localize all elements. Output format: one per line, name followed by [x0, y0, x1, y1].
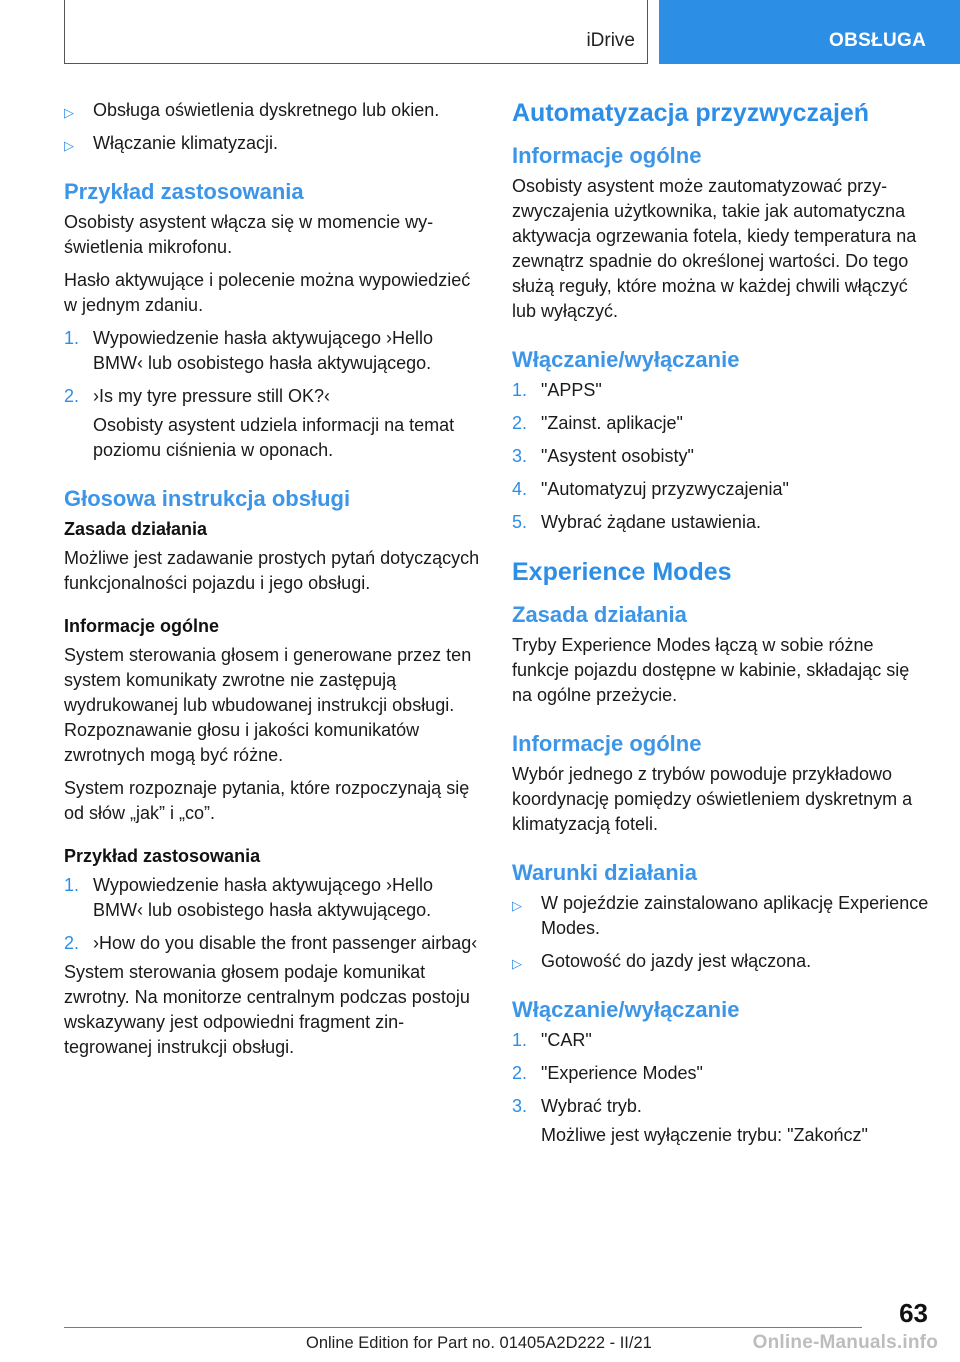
step-number: 2.: [512, 1063, 528, 1083]
subheading-general-info: Informacje ogólne: [64, 616, 220, 636]
step-number: 2.: [64, 386, 80, 406]
section-heading-principle: Zasada działania: [512, 602, 687, 627]
step-note: Osobisty asystent udziela informacji na temat poziomu ciśnienia w oponach.: [93, 415, 455, 460]
numbered-step: [64, 384, 484, 409]
step-number: 1.: [64, 328, 80, 348]
step-text: Wybrać tryb.: [541, 1096, 642, 1116]
left-column: [64, 98, 484, 1068]
step-number: 4.: [512, 479, 528, 499]
step-number: 1.: [512, 380, 528, 400]
step-text: "Experience Modes": [541, 1063, 703, 1083]
chapter-heading-experience-modes: Experience Modes: [512, 558, 732, 586]
list-item-text: Włączanie klimatyzacji.: [93, 133, 279, 153]
section-heading-example: Przykład zastosowania: [64, 179, 304, 204]
section-heading-general-info: Informacje ogólne: [512, 731, 702, 756]
step-text: "Zainst. aplikacje": [541, 413, 683, 433]
list-item: [512, 949, 932, 974]
step-text: Wypowiedzenie hasła aktywującego ›Hello BMW‹ lub osobistego hasła aktywującego.: [93, 875, 434, 920]
numbered-step: [64, 873, 484, 923]
section-heading-general-info: Informacje ogólne: [512, 143, 702, 168]
list-item-text: Gotowość do jazdy jest włączona.: [541, 951, 812, 971]
watermark: Online-Manuals.info: [752, 1332, 938, 1353]
list-item: [64, 131, 484, 156]
numbered-step: [512, 1061, 932, 1086]
section-heading-conditions: Warunki działania: [512, 860, 698, 885]
header-chapter-box: [64, 0, 648, 64]
list-item-text: Obsługa oświetlenia dyskretnego lub okien.: [93, 100, 440, 120]
paragraph: System rozpoznaje pytania, które rozpoczynają się od słów „jak” i „co”.: [64, 778, 470, 823]
section-heading-toggle: Włączanie/wyłączanie: [512, 347, 740, 372]
paragraph: Hasło aktywujące i polecenie można wypowiedzieć w jednym zdaniu.: [64, 270, 471, 315]
numbered-step: [512, 510, 932, 535]
paragraph: System sterowania głosem i generowane przez ten system komunikaty zwrotne nie zastępują wydrukowanej lub wbudowanej instrukcji obsługi. Rozpoznawanie głosu i jakości komunikatów zwrotnych mogą być różne.: [64, 645, 472, 765]
step-text: "Automatyzuj przyzwyczajenia": [541, 479, 789, 499]
step-text: "Asystent osobisty": [541, 446, 694, 466]
step-text: "APPS": [541, 380, 602, 400]
subheading-principle: Zasada działania: [64, 519, 208, 539]
numbered-step: [512, 1028, 932, 1053]
step-number: 5.: [512, 512, 528, 532]
header-chapter: iDrive: [586, 30, 635, 51]
triangle-right-icon: ▷: [64, 105, 74, 120]
paragraph: Tryby Experience Modes łączą w sobie różne funkcje pojazdu dostępne w kabinie, składając się na ogólne przeżycie.: [512, 635, 910, 705]
list-item-text: W pojeździe zainstalowano aplikację Experience Modes.: [541, 893, 929, 938]
step-number: 3.: [512, 1096, 528, 1116]
step-note: Możliwe jest wyłączenie trybu: "Zakończ": [541, 1125, 868, 1145]
triangle-right-icon: ▷: [512, 956, 522, 971]
step-text: Wypowiedzenie hasła aktywującego ›Hello BMW‹ lub osobistego hasła aktywującego.: [93, 328, 434, 373]
right-column: [512, 98, 932, 1156]
triangle-right-icon: ▷: [64, 138, 74, 153]
numbered-step: [512, 1094, 932, 1119]
triangle-right-icon: ▷: [512, 898, 522, 913]
footer-divider: [64, 1327, 862, 1328]
numbered-step: [512, 378, 932, 403]
paragraph: Osobisty asystent włącza się w momencie wyświetlenia mikrofonu.: [64, 212, 434, 257]
chapter-heading-automation: Automatyzacja przyzwyczajeń: [512, 99, 870, 127]
step-text: "CAR": [541, 1030, 592, 1050]
paragraph: Wybór jednego z trybów powoduje przykładowo koordynację pomiędzy oświetleniem dyskretnym a klimatyzacją foteli.: [512, 764, 913, 834]
page-number: 63: [899, 1298, 928, 1328]
step-number: 1.: [512, 1030, 528, 1050]
paragraph: System sterowania głosem podaje komunikat zwrotny. Na monitorze centralnym podczas postoju wskazywany jest odpowiedni fragment zintegrowanej instrukcji obsługi.: [64, 962, 470, 1057]
step-number: 2.: [512, 413, 528, 433]
step-number: 3.: [512, 446, 528, 466]
paragraph: Możliwe jest zadawanie prostych pytań dotyczących funkcjonalności pojazdu i jego obsługi.: [64, 548, 480, 593]
numbered-step: [512, 477, 932, 502]
paragraph: Osobisty asystent może zautomatyzować przyzwyczajenia użytkownika, takie jak automatyczna aktywacja ogrzewania fotela, kiedy temperatura na zewnątrz spadnie do określonej wartości. Do tego służą reguły, które można w każdej chwili włączyć lub wyłączyć.: [512, 176, 917, 321]
list-item: [512, 891, 932, 941]
numbered-step: [512, 444, 932, 469]
section-heading-toggle: Włączanie/wyłączanie: [512, 997, 740, 1022]
numbered-step: [512, 411, 932, 436]
step-text: ›How do you disable the front passenger airbag‹: [93, 933, 478, 953]
header-section-tab: OBSŁUGA: [659, 0, 960, 64]
numbered-step: [64, 931, 484, 956]
subheading-example: Przykład zastosowania: [64, 846, 261, 866]
step-number: 1.: [64, 875, 80, 895]
section-heading-voice-manual: Głosowa instrukcja obsługi: [64, 486, 351, 511]
step-text: Wybrać żądane ustawienia.: [541, 512, 761, 532]
step-number: 2.: [64, 933, 80, 953]
list-item: [64, 98, 484, 123]
footer-edition: Online Edition for Part no. 01405A2D222 - II/21: [306, 1334, 652, 1352]
step-text: ›Is my tyre pressure still OK?‹: [93, 386, 331, 406]
numbered-step: [64, 326, 484, 376]
